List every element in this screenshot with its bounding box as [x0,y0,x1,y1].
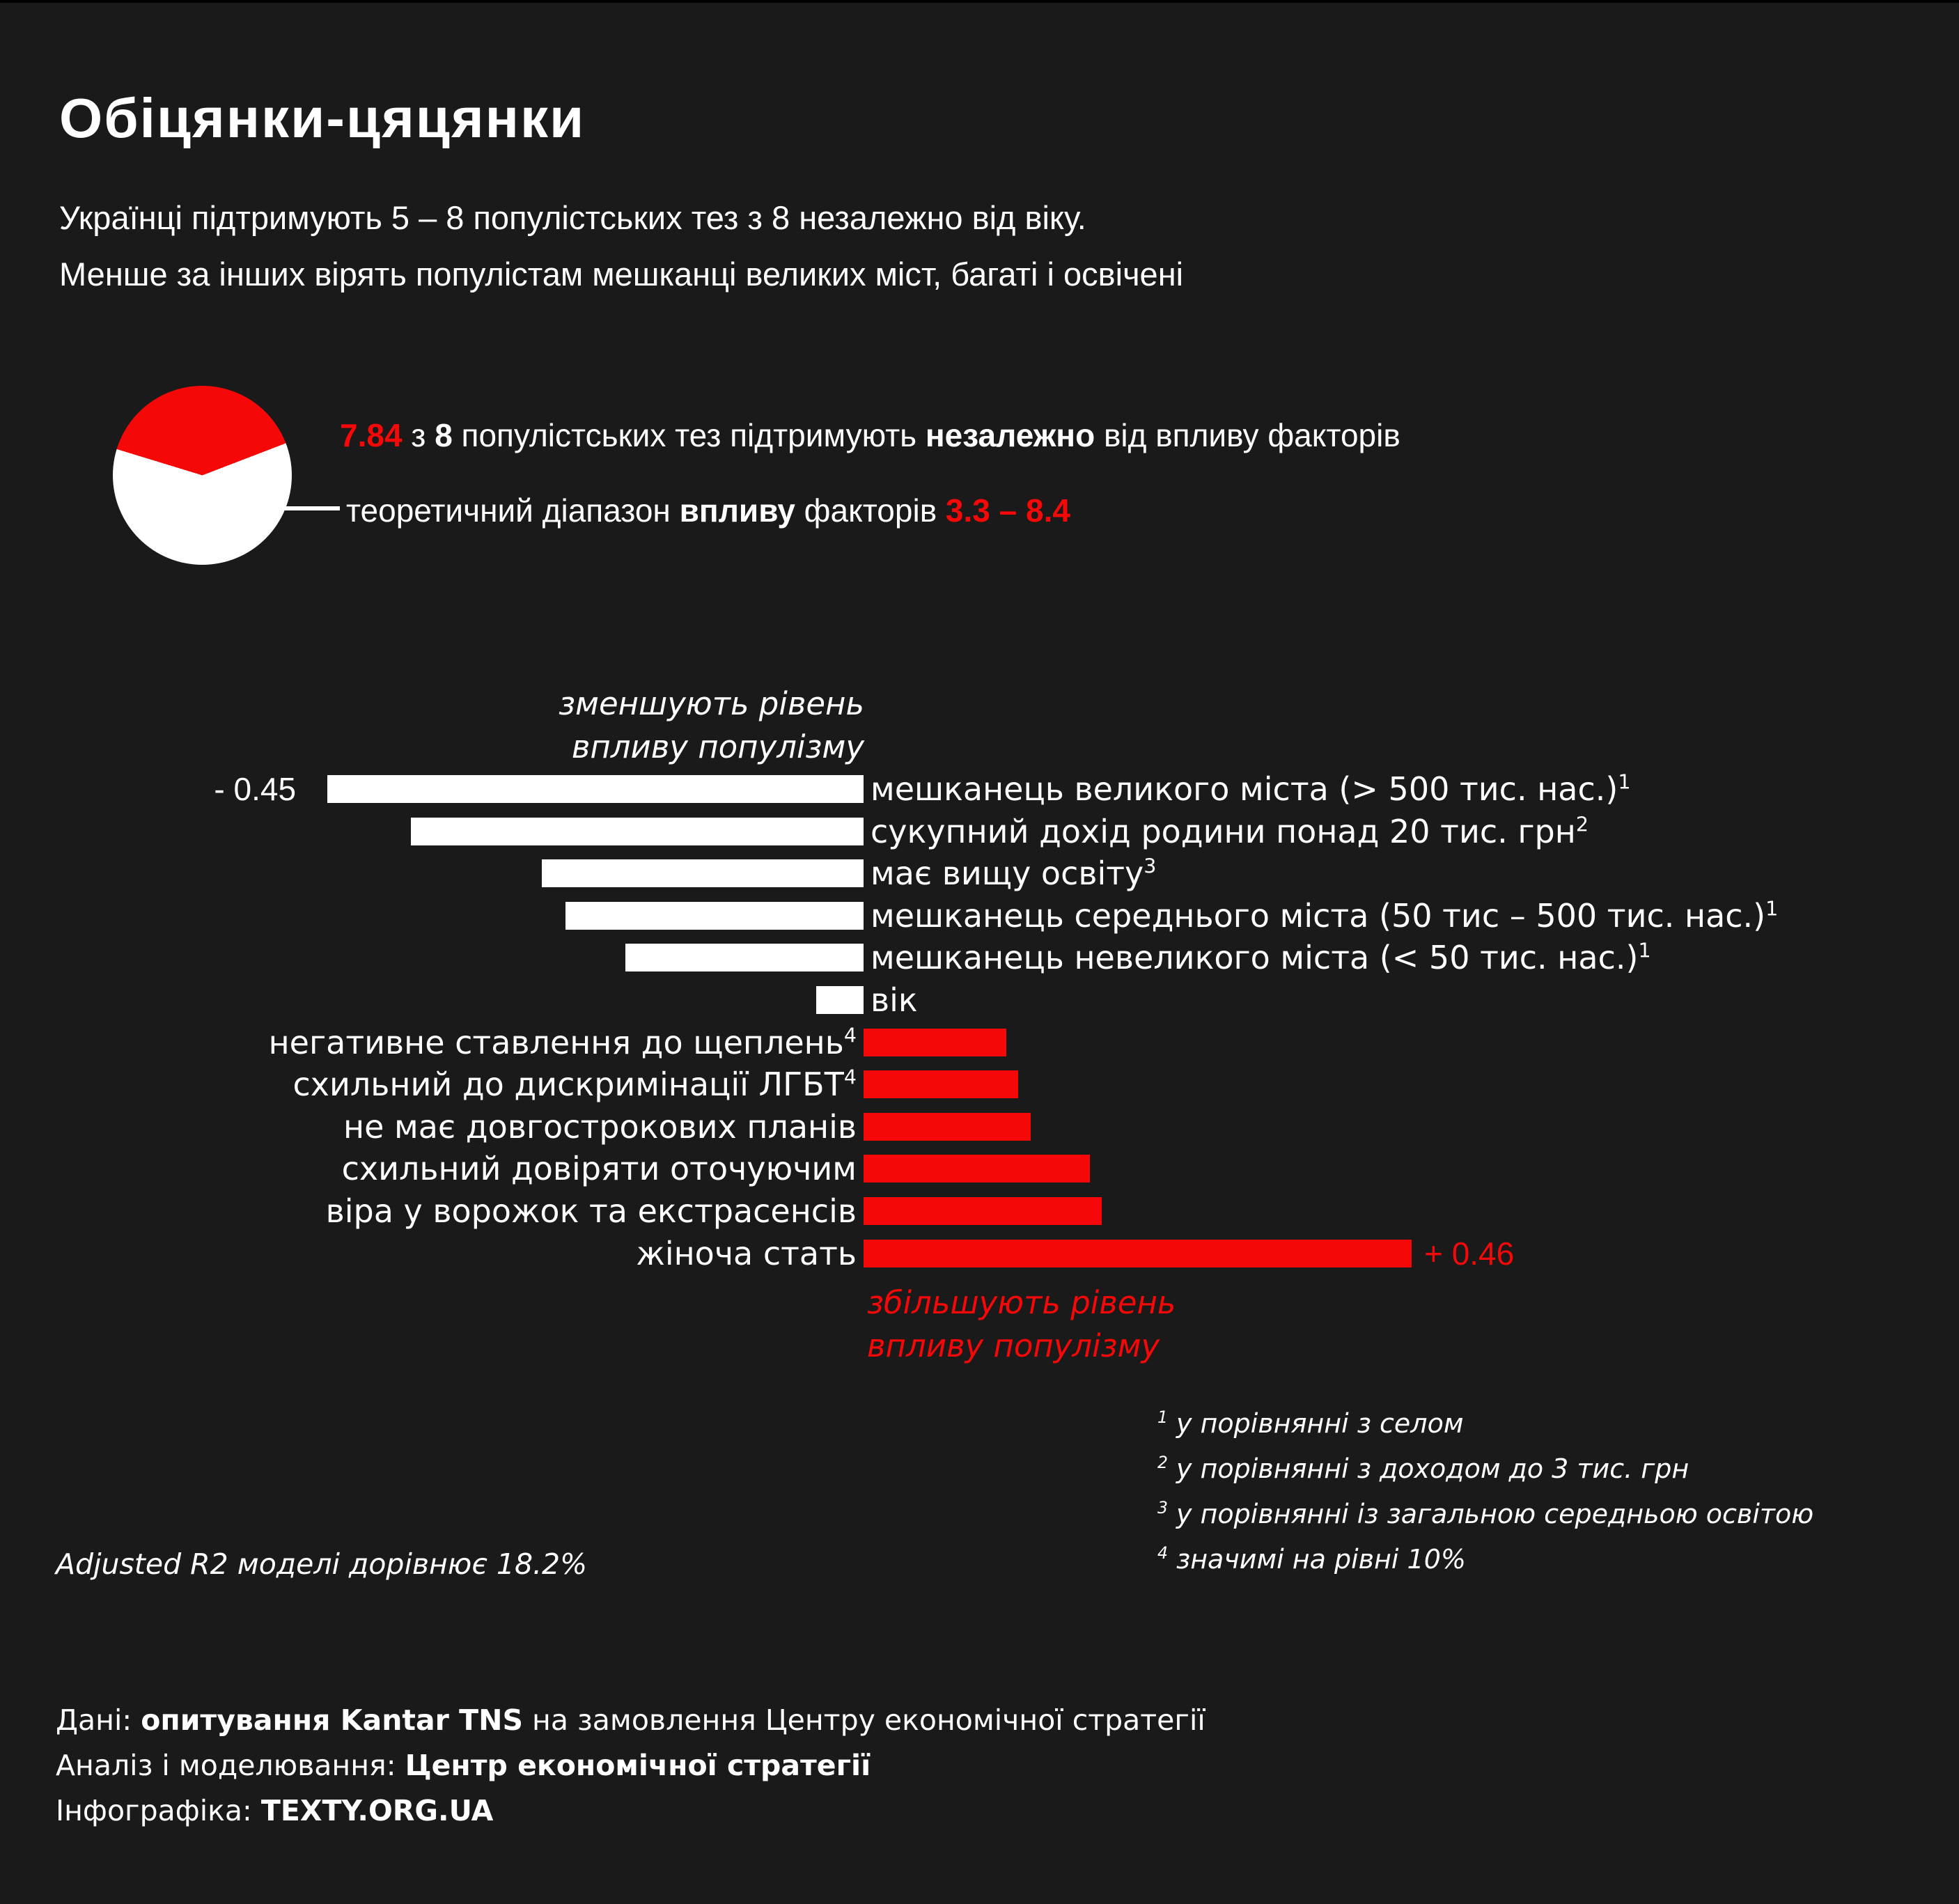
credit-bold: TEXTY.ORG.UA [260,1794,494,1827]
subtitle-line: Українці підтримують 5 – 8 популістських тез з 8 незалежно від віку. [59,199,1086,236]
range-fact-text: теоретичний діапазон [346,492,680,529]
footnote-line [1157,1446,1813,1492]
bar-positive [864,1197,1102,1225]
bar-positive [864,1113,1031,1141]
bar-label: мешканець невеликого міста (< 50 тис. нас.)$^1$ [871,939,1651,977]
model-note: Adjusted R2 моделі дорівнює 18.2% [56,1547,588,1581]
credit-bold: опитування Kantar TNS [141,1703,523,1737]
footnote-line [1157,1537,1813,1582]
credit-line-analysis [56,1743,1205,1788]
bar-negative [411,818,864,845]
footnote-mark: 1 [1157,1407,1168,1428]
bar-negative [625,944,864,971]
bar-label: мешканець середнього міста (50 тис – 500 тис. нас.)$^1$ [871,896,1779,935]
bar-negative [816,986,864,1014]
footnote-mark: 1 [1765,897,1779,921]
key-fact-value: 7.84 [340,417,403,453]
caption-increase [867,1281,1176,1368]
key-fact-total: 8 [435,417,453,453]
footnote-line [1157,1492,1813,1537]
key-fact-emphasis: незалежно [925,417,1095,453]
bar-positive [864,1155,1090,1183]
subtitle-line: Менше за інших вірять популістам мешканці великих міст, багаті і освічені [59,256,1184,292]
credit-text: Інфографіка: [56,1794,261,1827]
bar-value-label: + 0.46 [1424,1235,1515,1272]
footnote-text: значимі на рівні 10% [1176,1544,1466,1575]
bar-label: негативне ставлення до щеплень$^4$ [268,1023,857,1061]
bar-value-label: - 0.45 [214,771,297,807]
key-fact-text: популістських тез підтримують [452,417,926,453]
footnote-mark: 2 [1575,813,1589,836]
key-fact-text: з [402,417,435,453]
footnote-mark: 4 [1157,1543,1168,1563]
footnote-text: у порівнянні із загальною середньою освітою [1176,1499,1814,1529]
key-fact-text: від впливу факторів [1095,417,1400,453]
credit-text: Дані: [56,1703,141,1737]
footnote-mark: 1 [1638,939,1651,963]
range-fact-range: 3.3 – 8.4 [945,492,1070,529]
credit-bold: Центр економічної стратегії [405,1749,871,1782]
footnote-mark: 4 [843,1066,857,1089]
bar-label: схильний до дискримінації ЛГБТ$^4$ [292,1066,857,1104]
bar-label: не має довгострокових планів [343,1107,857,1146]
footnote-mark: 2 [1157,1453,1168,1473]
credits [56,1698,1205,1834]
caption-increase-line: збільшують рівень [867,1284,1176,1321]
footnotes [1157,1401,1813,1582]
range-fact-text: факторів [795,492,946,529]
bar-positive [864,1029,1006,1056]
caption-decrease-line: зменшують рівень [559,685,864,722]
caption-increase-line: впливу популізму [867,1327,1160,1364]
footnote-text: у порівнянні з селом [1176,1408,1464,1439]
bar-negative [327,775,864,803]
credit-text: Аналіз і моделювання: [56,1749,405,1782]
bar-label: мешканець великого міста (> 500 тис. нас.)$^1$ [871,770,1631,808]
credit-text: на замовлення Центру економічної стратегії [522,1703,1205,1737]
footnote-mark: 1 [1618,770,1631,794]
footnote-line [1157,1401,1813,1446]
footnote-text: у порівнянні з доходом до 3 тис. грн [1176,1453,1689,1484]
credit-line-data [56,1698,1205,1743]
caption-decrease-line: впливу популізму [571,728,864,765]
bar-label: віра у ворожок та екстрасенсів [325,1192,857,1230]
bar-positive [864,1070,1018,1098]
bar-negative [542,859,864,887]
bar-label: схильний довіряти оточуючим [341,1150,857,1188]
range-fact-emphasis: впливу [679,492,795,529]
bar-label: жіноча стать [636,1234,857,1272]
bar-positive [864,1240,1412,1267]
footnote-mark: 4 [843,1024,857,1047]
page-title: Обіцянки-цяцянки [59,87,586,149]
footnote-mark: 3 [1144,855,1157,878]
credit-line-infographic [56,1788,1205,1834]
footnote-mark: 3 [1157,1498,1168,1518]
bar-label: має вищу освіту$^3$ [871,855,1157,893]
bar-label: сукупний дохід родини понад 20 тис. грн$^2$ [871,812,1589,850]
bar-negative [565,902,864,930]
bar-label: вік [871,981,918,1019]
